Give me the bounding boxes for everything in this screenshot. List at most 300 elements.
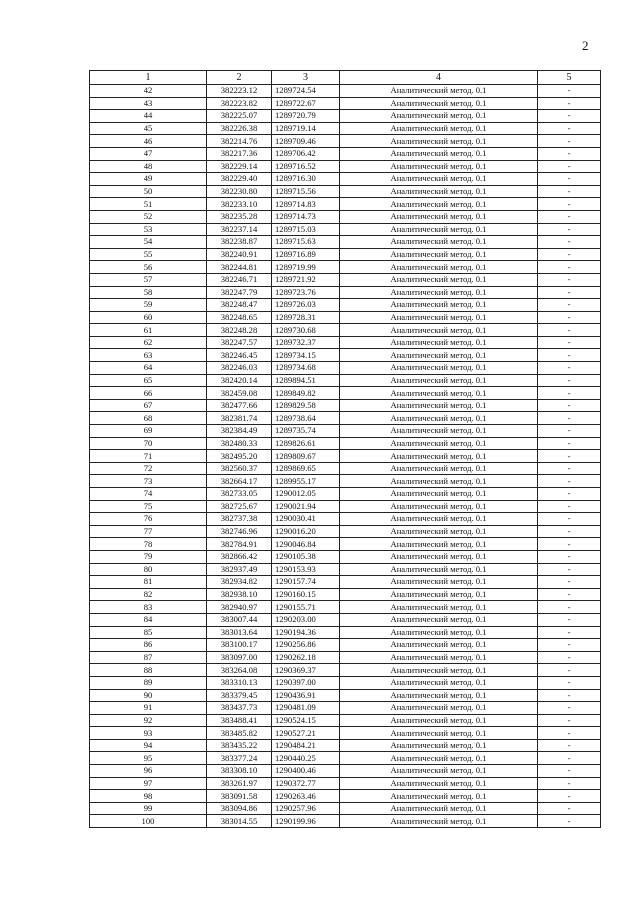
description-cell: -: [538, 475, 601, 488]
table-row: [90, 210, 601, 223]
point-number-cell: 72: [90, 462, 207, 475]
method-cell: Аналитический метод. 0.1: [340, 85, 538, 98]
y-coordinate-cell: 1289869.65: [272, 462, 340, 475]
y-coordinate-cell: 1290400.46: [272, 765, 340, 778]
method-cell: Аналитический метод. 0.1: [340, 702, 538, 715]
description-cell: -: [538, 198, 601, 211]
y-coordinate-cell: 1290372.77: [272, 777, 340, 790]
description-cell: -: [538, 550, 601, 563]
table-row: [90, 475, 601, 488]
method-cell: Аналитический метод. 0.1: [340, 173, 538, 186]
y-coordinate-cell: 1289720.79: [272, 110, 340, 123]
y-coordinate-cell: 1289732.37: [272, 336, 340, 349]
description-cell: -: [538, 236, 601, 249]
description-cell: -: [538, 437, 601, 450]
table-row: [90, 160, 601, 173]
method-cell: Аналитический метод. 0.1: [340, 273, 538, 286]
table-row: [90, 626, 601, 639]
x-coordinate-cell: 382217.36: [207, 147, 272, 160]
point-number-cell: 60: [90, 311, 207, 324]
x-coordinate-cell: 383308.10: [207, 765, 272, 778]
x-coordinate-cell: 382246.45: [207, 349, 272, 362]
description-cell: -: [538, 488, 601, 501]
table-row: [90, 198, 601, 211]
point-number-cell: 48: [90, 160, 207, 173]
table-row: [90, 563, 601, 576]
x-coordinate-cell: 383488.41: [207, 714, 272, 727]
description-cell: -: [538, 790, 601, 803]
x-coordinate-cell: 383485.82: [207, 727, 272, 740]
description-cell: -: [538, 765, 601, 778]
point-number-cell: 64: [90, 362, 207, 375]
description-cell: -: [538, 85, 601, 98]
column-header-method: 4: [340, 71, 538, 85]
point-number-cell: 90: [90, 689, 207, 702]
x-coordinate-cell: 383264.08: [207, 664, 272, 677]
method-cell: Аналитический метод. 0.1: [340, 399, 538, 412]
point-number-cell: 97: [90, 777, 207, 790]
table-row: [90, 236, 601, 249]
point-number-cell: 68: [90, 412, 207, 425]
method-cell: Аналитический метод. 0.1: [340, 236, 538, 249]
x-coordinate-cell: 382248.28: [207, 324, 272, 337]
description-cell: -: [538, 147, 601, 160]
table-row: [90, 425, 601, 438]
y-coordinate-cell: 1290012.05: [272, 488, 340, 501]
method-cell: Аналитический метод. 0.1: [340, 324, 538, 337]
x-coordinate-cell: 382225.07: [207, 110, 272, 123]
table-row: [90, 324, 601, 337]
x-coordinate-cell: 383310.13: [207, 676, 272, 689]
method-cell: Аналитический метод. 0.1: [340, 412, 538, 425]
point-number-cell: 87: [90, 651, 207, 664]
table-row: [90, 702, 601, 715]
point-number-cell: 67: [90, 399, 207, 412]
point-number-cell: 86: [90, 639, 207, 652]
x-coordinate-cell: 383100.17: [207, 639, 272, 652]
table-header: [90, 71, 601, 85]
method-cell: Аналитический метод. 0.1: [340, 752, 538, 765]
method-cell: Аналитический метод. 0.1: [340, 462, 538, 475]
y-coordinate-cell: 1289738.64: [272, 412, 340, 425]
description-cell: -: [538, 815, 601, 828]
method-cell: Аналитический метод. 0.1: [340, 765, 538, 778]
description-cell: -: [538, 387, 601, 400]
point-number-cell: 52: [90, 210, 207, 223]
y-coordinate-cell: 1289722.67: [272, 97, 340, 110]
column-header-point-number: 1: [90, 71, 207, 85]
point-number-cell: 45: [90, 122, 207, 135]
point-number-cell: 95: [90, 752, 207, 765]
point-number-cell: 44: [90, 110, 207, 123]
method-cell: Аналитический метод. 0.1: [340, 563, 538, 576]
x-coordinate-cell: 383377.24: [207, 752, 272, 765]
point-number-cell: 70: [90, 437, 207, 450]
method-cell: Аналитический метод. 0.1: [340, 676, 538, 689]
description-cell: -: [538, 248, 601, 261]
point-number-cell: 54: [90, 236, 207, 249]
point-number-cell: 46: [90, 135, 207, 148]
method-cell: Аналитический метод. 0.1: [340, 261, 538, 274]
method-cell: Аналитический метод. 0.1: [340, 248, 538, 261]
y-coordinate-cell: 1290369.37: [272, 664, 340, 677]
description-cell: -: [538, 752, 601, 765]
method-cell: Аналитический метод. 0.1: [340, 626, 538, 639]
x-coordinate-cell: 382477.66: [207, 399, 272, 412]
table-row: [90, 765, 601, 778]
point-number-cell: 100: [90, 815, 207, 828]
x-coordinate-cell: 382246.71: [207, 273, 272, 286]
description-cell: -: [538, 324, 601, 337]
y-coordinate-cell: 1289719.99: [272, 261, 340, 274]
point-number-cell: 69: [90, 425, 207, 438]
y-coordinate-cell: 1289728.31: [272, 311, 340, 324]
table-row: [90, 613, 601, 626]
x-coordinate-cell: 383261.97: [207, 777, 272, 790]
point-number-cell: 77: [90, 525, 207, 538]
y-coordinate-cell: 1289715.56: [272, 185, 340, 198]
table-row: [90, 147, 601, 160]
x-coordinate-cell: 383007.44: [207, 613, 272, 626]
point-number-cell: 76: [90, 513, 207, 526]
point-number-cell: 43: [90, 97, 207, 110]
column-header-y-coordinate: 3: [272, 71, 340, 85]
y-coordinate-cell: 1290021.94: [272, 500, 340, 513]
description-cell: -: [538, 727, 601, 740]
y-coordinate-cell: 1289730.68: [272, 324, 340, 337]
y-coordinate-cell: 1289955.17: [272, 475, 340, 488]
point-number-cell: 74: [90, 488, 207, 501]
y-coordinate-cell: 1289734.15: [272, 349, 340, 362]
point-number-cell: 84: [90, 613, 207, 626]
description-cell: -: [538, 450, 601, 463]
description-cell: -: [538, 122, 601, 135]
x-coordinate-cell: 382866.42: [207, 550, 272, 563]
table-row: [90, 651, 601, 664]
x-coordinate-cell: 382937.49: [207, 563, 272, 576]
x-coordinate-cell: 382223.12: [207, 85, 272, 98]
x-coordinate-cell: 382940.97: [207, 601, 272, 614]
x-coordinate-cell: 382237.14: [207, 223, 272, 236]
method-cell: Аналитический метод. 0.1: [340, 525, 538, 538]
description-cell: -: [538, 651, 601, 664]
point-number-cell: 71: [90, 450, 207, 463]
table-row: [90, 387, 601, 400]
y-coordinate-cell: 1290105.38: [272, 550, 340, 563]
point-number-cell: 98: [90, 790, 207, 803]
description-cell: -: [538, 513, 601, 526]
y-coordinate-cell: 1290155.71: [272, 601, 340, 614]
description-cell: -: [538, 299, 601, 312]
point-number-cell: 59: [90, 299, 207, 312]
x-coordinate-cell: 382938.10: [207, 588, 272, 601]
y-coordinate-cell: 1289709.46: [272, 135, 340, 148]
description-cell: -: [538, 739, 601, 752]
description-cell: -: [538, 714, 601, 727]
table-row: [90, 110, 601, 123]
method-cell: Аналитический метод. 0.1: [340, 588, 538, 601]
y-coordinate-cell: 1290481.09: [272, 702, 340, 715]
y-coordinate-cell: 1289735.74: [272, 425, 340, 438]
table-row: [90, 437, 601, 450]
description-cell: -: [538, 223, 601, 236]
point-number-cell: 56: [90, 261, 207, 274]
x-coordinate-cell: 383013.64: [207, 626, 272, 639]
description-cell: -: [538, 362, 601, 375]
method-cell: Аналитический метод. 0.1: [340, 299, 538, 312]
x-coordinate-cell: 382784.91: [207, 538, 272, 551]
point-number-cell: 91: [90, 702, 207, 715]
point-number-cell: 96: [90, 765, 207, 778]
description-cell: -: [538, 135, 601, 148]
y-coordinate-cell: 1290046.84: [272, 538, 340, 551]
description-cell: -: [538, 563, 601, 576]
y-coordinate-cell: 1289723.76: [272, 286, 340, 299]
method-cell: Аналитический метод. 0.1: [340, 110, 538, 123]
point-number-cell: 89: [90, 676, 207, 689]
x-coordinate-cell: 382238.87: [207, 236, 272, 249]
description-cell: -: [538, 173, 601, 186]
point-number-cell: 62: [90, 336, 207, 349]
method-cell: Аналитический метод. 0.1: [340, 450, 538, 463]
description-cell: -: [538, 777, 601, 790]
point-number-cell: 61: [90, 324, 207, 337]
description-cell: -: [538, 588, 601, 601]
x-coordinate-cell: 382248.47: [207, 299, 272, 312]
x-coordinate-cell: 382246.03: [207, 362, 272, 375]
table-row: [90, 588, 601, 601]
description-cell: -: [538, 110, 601, 123]
x-coordinate-cell: 382223.82: [207, 97, 272, 110]
y-coordinate-cell: 1290397.00: [272, 676, 340, 689]
y-coordinate-cell: 1289809.67: [272, 450, 340, 463]
point-number-cell: 55: [90, 248, 207, 261]
point-number-cell: 93: [90, 727, 207, 740]
method-cell: Аналитический метод. 0.1: [340, 210, 538, 223]
x-coordinate-cell: 383094.86: [207, 802, 272, 815]
table-row: [90, 727, 601, 740]
method-cell: Аналитический метод. 0.1: [340, 576, 538, 589]
point-number-cell: 47: [90, 147, 207, 160]
x-coordinate-cell: 382420.14: [207, 374, 272, 387]
description-cell: -: [538, 639, 601, 652]
table-row: [90, 538, 601, 551]
description-cell: -: [538, 538, 601, 551]
description-cell: -: [538, 160, 601, 173]
description-cell: -: [538, 311, 601, 324]
method-cell: Аналитический метод. 0.1: [340, 223, 538, 236]
x-coordinate-cell: 383091.58: [207, 790, 272, 803]
method-cell: Аналитический метод. 0.1: [340, 639, 538, 652]
table-row: [90, 676, 601, 689]
method-cell: Аналитический метод. 0.1: [340, 286, 538, 299]
table-row: [90, 601, 601, 614]
point-number-cell: 99: [90, 802, 207, 815]
table-row: [90, 550, 601, 563]
x-coordinate-cell: 382733.05: [207, 488, 272, 501]
y-coordinate-cell: 1289734.68: [272, 362, 340, 375]
y-coordinate-cell: 1289716.89: [272, 248, 340, 261]
x-coordinate-cell: 383097.00: [207, 651, 272, 664]
table-row: [90, 362, 601, 375]
description-cell: -: [538, 462, 601, 475]
x-coordinate-cell: 382381.74: [207, 412, 272, 425]
x-coordinate-cell: 382240.91: [207, 248, 272, 261]
y-coordinate-cell: 1289714.83: [272, 198, 340, 211]
y-coordinate-cell: 1289716.30: [272, 173, 340, 186]
x-coordinate-cell: 382230.80: [207, 185, 272, 198]
table-row: [90, 802, 601, 815]
x-coordinate-cell: 382560.37: [207, 462, 272, 475]
method-cell: Аналитический метод. 0.1: [340, 500, 538, 513]
y-coordinate-cell: 1290440.25: [272, 752, 340, 765]
method-cell: Аналитический метод. 0.1: [340, 147, 538, 160]
table-row: [90, 223, 601, 236]
x-coordinate-cell: 382737.38: [207, 513, 272, 526]
table-row: [90, 185, 601, 198]
table-row: [90, 374, 601, 387]
point-number-cell: 94: [90, 739, 207, 752]
point-number-cell: 79: [90, 550, 207, 563]
point-number-cell: 53: [90, 223, 207, 236]
point-number-cell: 63: [90, 349, 207, 362]
point-number-cell: 75: [90, 500, 207, 513]
x-coordinate-cell: 382229.40: [207, 173, 272, 186]
x-coordinate-cell: 382725.67: [207, 500, 272, 513]
y-coordinate-cell: 1290030.41: [272, 513, 340, 526]
method-cell: Аналитический метод. 0.1: [340, 336, 538, 349]
y-coordinate-cell: 1289849.82: [272, 387, 340, 400]
x-coordinate-cell: 382235.28: [207, 210, 272, 223]
point-number-cell: 49: [90, 173, 207, 186]
table-row: [90, 500, 601, 513]
x-coordinate-cell: 383379.45: [207, 689, 272, 702]
description-cell: -: [538, 185, 601, 198]
x-coordinate-cell: 383435.22: [207, 739, 272, 752]
table-row: [90, 97, 601, 110]
point-number-cell: 81: [90, 576, 207, 589]
table-row: [90, 815, 601, 828]
point-number-cell: 66: [90, 387, 207, 400]
y-coordinate-cell: 1289715.63: [272, 236, 340, 249]
table-row: [90, 135, 601, 148]
description-cell: -: [538, 664, 601, 677]
method-cell: Аналитический метод. 0.1: [340, 198, 538, 211]
x-coordinate-cell: 382233.10: [207, 198, 272, 211]
x-coordinate-cell: 382248.65: [207, 311, 272, 324]
method-cell: Аналитический метод. 0.1: [340, 550, 538, 563]
x-coordinate-cell: 382247.57: [207, 336, 272, 349]
table-row: [90, 85, 601, 98]
method-cell: Аналитический метод. 0.1: [340, 538, 538, 551]
method-cell: Аналитический метод. 0.1: [340, 714, 538, 727]
method-cell: Аналитический метод. 0.1: [340, 122, 538, 135]
description-cell: -: [538, 576, 601, 589]
y-coordinate-cell: 1290262.18: [272, 651, 340, 664]
description-cell: -: [538, 689, 601, 702]
table-row: [90, 311, 601, 324]
method-cell: Аналитический метод. 0.1: [340, 651, 538, 664]
description-cell: -: [538, 626, 601, 639]
point-number-cell: 78: [90, 538, 207, 551]
y-coordinate-cell: 1290153.93: [272, 563, 340, 576]
method-cell: Аналитический метод. 0.1: [340, 689, 538, 702]
description-cell: -: [538, 613, 601, 626]
y-coordinate-cell: 1290527.21: [272, 727, 340, 740]
header-row: [90, 71, 601, 85]
method-cell: Аналитический метод. 0.1: [340, 613, 538, 626]
point-number-cell: 42: [90, 85, 207, 98]
description-cell: -: [538, 412, 601, 425]
x-coordinate-cell: 382746.96: [207, 525, 272, 538]
y-coordinate-cell: 1290436.91: [272, 689, 340, 702]
point-number-cell: 58: [90, 286, 207, 299]
y-coordinate-cell: 1290160.15: [272, 588, 340, 601]
method-cell: Аналитический метод. 0.1: [340, 790, 538, 803]
table-row: [90, 664, 601, 677]
method-cell: Аналитический метод. 0.1: [340, 185, 538, 198]
table-row: [90, 273, 601, 286]
method-cell: Аналитический метод. 0.1: [340, 664, 538, 677]
point-number-cell: 51: [90, 198, 207, 211]
table-row: [90, 299, 601, 312]
point-number-cell: 57: [90, 273, 207, 286]
x-coordinate-cell: 382480.33: [207, 437, 272, 450]
point-number-cell: 73: [90, 475, 207, 488]
method-cell: Аналитический метод. 0.1: [340, 488, 538, 501]
description-cell: -: [538, 273, 601, 286]
y-coordinate-cell: 1289829.58: [272, 399, 340, 412]
description-cell: -: [538, 500, 601, 513]
description-cell: -: [538, 374, 601, 387]
point-number-cell: 82: [90, 588, 207, 601]
table-row: [90, 488, 601, 501]
x-coordinate-cell: 382495.20: [207, 450, 272, 463]
x-coordinate-cell: 382247.79: [207, 286, 272, 299]
x-coordinate-cell: 382459.08: [207, 387, 272, 400]
table-row: [90, 739, 601, 752]
table-row: [90, 790, 601, 803]
method-cell: Аналитический метод. 0.1: [340, 362, 538, 375]
description-cell: -: [538, 802, 601, 815]
description-cell: -: [538, 336, 601, 349]
description-cell: -: [538, 286, 601, 299]
method-cell: Аналитический метод. 0.1: [340, 387, 538, 400]
table-row: [90, 639, 601, 652]
method-cell: Аналитический метод. 0.1: [340, 135, 538, 148]
method-cell: Аналитический метод. 0.1: [340, 777, 538, 790]
point-number-cell: 65: [90, 374, 207, 387]
x-coordinate-cell: 383437.73: [207, 702, 272, 715]
y-coordinate-cell: 1289894.51: [272, 374, 340, 387]
y-coordinate-cell: 1289715.03: [272, 223, 340, 236]
point-number-cell: 83: [90, 601, 207, 614]
table-row: [90, 576, 601, 589]
y-coordinate-cell: 1289719.14: [272, 122, 340, 135]
y-coordinate-cell: 1290257.96: [272, 802, 340, 815]
table-row: [90, 777, 601, 790]
table-row: [90, 122, 601, 135]
description-cell: -: [538, 210, 601, 223]
point-number-cell: 50: [90, 185, 207, 198]
description-cell: -: [538, 425, 601, 438]
x-coordinate-cell: 382229.14: [207, 160, 272, 173]
x-coordinate-cell: 383014.55: [207, 815, 272, 828]
x-coordinate-cell: 382664.17: [207, 475, 272, 488]
method-cell: Аналитический метод. 0.1: [340, 425, 538, 438]
x-coordinate-cell: 382934.82: [207, 576, 272, 589]
table-row: [90, 525, 601, 538]
